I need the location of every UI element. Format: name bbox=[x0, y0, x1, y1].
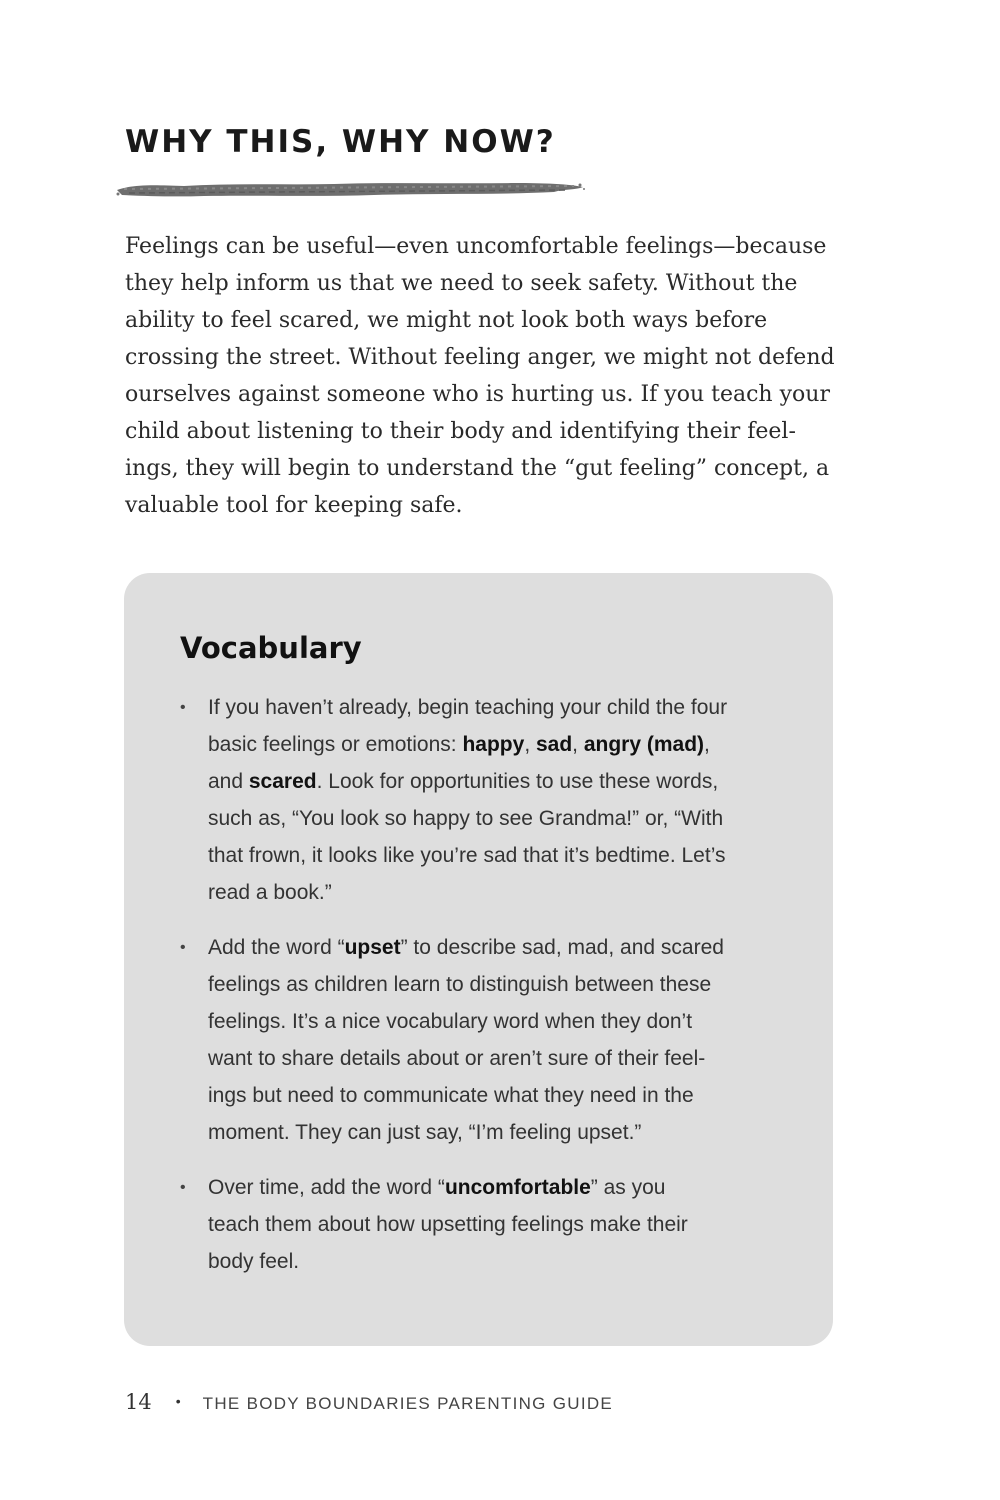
item-text: ” as you bbox=[590, 1176, 666, 1199]
item-text: , bbox=[572, 733, 584, 756]
term-uncomfortable: uncomfortable bbox=[444, 1176, 591, 1199]
intro-line: ings, they will begin to understand the “gut feeling” concept, a bbox=[125, 456, 830, 481]
section-heading: WHY THIS, WHY NOW? bbox=[125, 124, 556, 160]
item-line: such as, “You look so happy to see Grandma!” or, “With bbox=[208, 807, 724, 830]
term-upset: upset bbox=[344, 936, 401, 959]
term-angry: angry (mad) bbox=[583, 733, 705, 756]
intro-line: Feelings can be useful—even uncomfortable feelings—because bbox=[125, 234, 827, 259]
running-title: THE BODY BOUNDARIES PARENTING GUIDE bbox=[202, 1394, 614, 1413]
vocabulary-item-text bbox=[208, 689, 808, 911]
item-text: Add the word “ bbox=[208, 936, 345, 959]
item-line: moment. They can just say, “I’m feeling upset.” bbox=[208, 1121, 642, 1144]
term-sad: sad bbox=[535, 733, 573, 756]
item-line: ings but need to communicate what they need in the bbox=[208, 1084, 694, 1107]
intro-line: they help inform us that we need to seek safety. Without the bbox=[125, 271, 798, 296]
item-line: want to share details about or aren’t sure of their feel- bbox=[208, 1047, 706, 1070]
item-line bbox=[208, 929, 808, 966]
item-text: and bbox=[208, 770, 249, 793]
intro-line: ability to feel scared, we might not look both ways before bbox=[125, 308, 768, 333]
item-text: ” to describe sad, mad, and scared bbox=[400, 936, 724, 959]
item-line: that frown, it looks like you’re sad that it’s bedtime. Let’s bbox=[208, 844, 726, 867]
item-text: . Look for opportunities to use these words, bbox=[316, 770, 719, 793]
item-line bbox=[208, 726, 808, 763]
item-line: If you haven’t already, begin teaching your child the four bbox=[208, 696, 728, 719]
intro-line: valuable tool for keeping safe. bbox=[125, 493, 463, 518]
bullet-dot-icon: • bbox=[180, 939, 186, 956]
item-line bbox=[208, 763, 808, 800]
intro-paragraph bbox=[125, 228, 837, 524]
item-line: feelings as children learn to distinguish between these bbox=[208, 973, 712, 996]
vocabulary-box bbox=[124, 573, 833, 1346]
item-text: , bbox=[704, 733, 710, 756]
brush-stroke-underline bbox=[114, 176, 586, 202]
page-footer bbox=[125, 1390, 613, 1414]
intro-line: crossing the street. Without feeling anger, we might not defend bbox=[125, 345, 835, 370]
item-line: read a book.” bbox=[208, 881, 332, 904]
footer-separator: • bbox=[175, 1393, 181, 1409]
vocabulary-item-text bbox=[208, 929, 808, 1151]
vocabulary-item-text bbox=[208, 1169, 808, 1280]
intro-line: ourselves against someone who is hurting us. If you teach your bbox=[125, 382, 830, 407]
item-line: teach them about how upsetting feelings make their bbox=[208, 1213, 688, 1236]
vocabulary-title: Vocabulary bbox=[180, 631, 362, 665]
term-scared: scared bbox=[248, 770, 317, 793]
item-text: Over time, add the word “ bbox=[208, 1176, 445, 1199]
item-line: body feel. bbox=[208, 1250, 300, 1273]
item-line bbox=[208, 1169, 808, 1206]
item-line: feelings. It’s a nice vocabulary word when they don’t bbox=[208, 1010, 693, 1033]
item-text: , bbox=[524, 733, 536, 756]
bullet-dot-icon: • bbox=[180, 1179, 186, 1196]
intro-line: child about listening to their body and identifying their feel- bbox=[125, 419, 796, 444]
bullet-dot-icon: • bbox=[180, 699, 186, 716]
term-happy: happy bbox=[462, 733, 525, 756]
page-number: 14 bbox=[125, 1390, 152, 1414]
item-text: basic feelings or emotions: bbox=[208, 733, 463, 756]
